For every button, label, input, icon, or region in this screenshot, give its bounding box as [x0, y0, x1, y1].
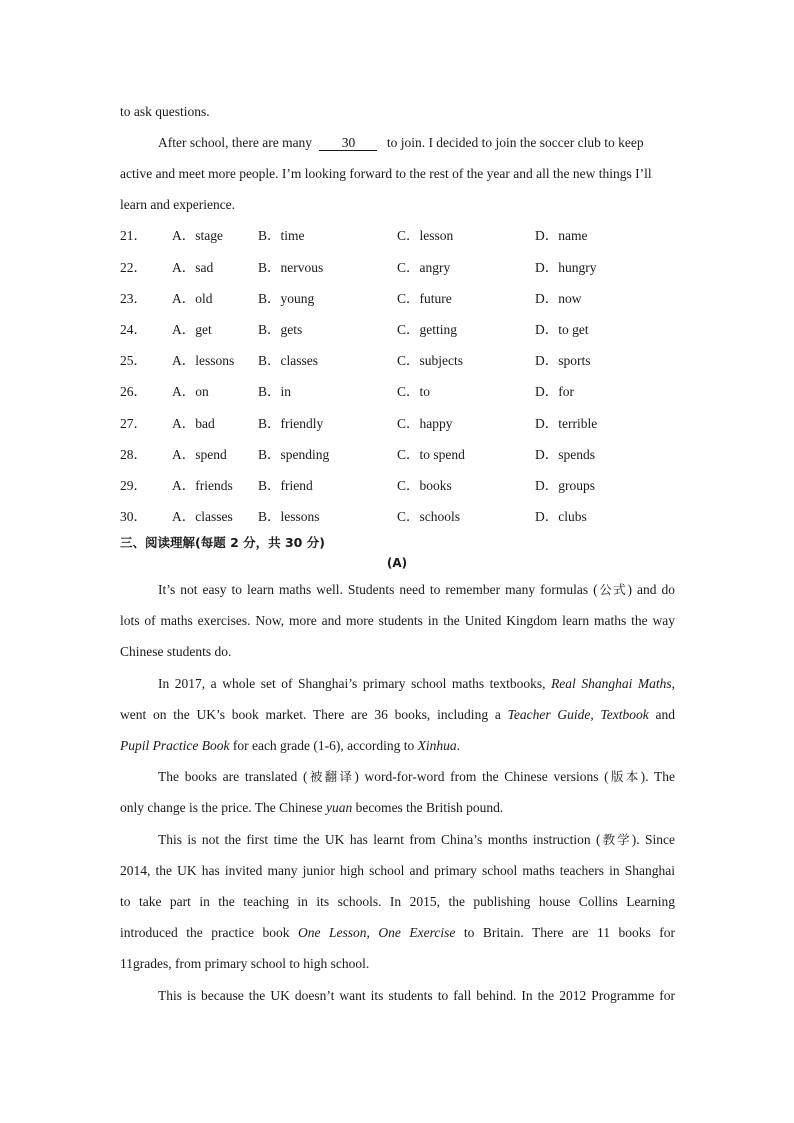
answer-blank: 30 — [319, 135, 377, 151]
question-number: 29． — [120, 478, 147, 493]
passage-line: This is because the UK doesn’t want its students to fall behind. In the 2012 Programme for — [158, 988, 675, 1003]
gloss-text: 被翻译 — [307, 769, 355, 784]
option-c: C．getting — [397, 322, 457, 337]
question-row — [120, 321, 680, 339]
option-c: C．books — [397, 478, 452, 493]
passage-text: ) word-for-word from the Chinese versions ( — [354, 769, 609, 784]
question-number: 28． — [120, 447, 147, 462]
passage-line — [158, 831, 675, 849]
book-title: Teacher Guide — [507, 707, 591, 722]
option-a: A．lessons — [172, 353, 235, 368]
option-a: A．bad — [172, 416, 215, 431]
question-number: 23． — [120, 291, 147, 306]
passage-text: only change is the price. The Chinese — [120, 800, 326, 815]
option-c: C．happy — [397, 416, 453, 431]
passage-line: to take part in the teaching in its schools. In 2015, the publishing house Collins Learning — [120, 894, 675, 909]
question-number: 27． — [120, 416, 147, 431]
option-b: B．gets — [258, 322, 303, 337]
passage-text: went on the UK’s book market. There are 36 books, including a — [120, 707, 508, 722]
passage-line — [120, 799, 675, 817]
question-number: 21． — [120, 228, 147, 243]
passage-text: In 2017, a whole set of Shanghai’s primary school maths textbooks, — [158, 676, 552, 691]
option-a: A．stage — [172, 228, 223, 243]
option-c: C．subjects — [397, 353, 463, 368]
passage-line: 2014, the UK has invited many junior high school and primary school maths teachers in Shanghai — [120, 863, 675, 878]
option-d: D．for — [535, 384, 574, 399]
passage-label: (A) — [386, 556, 408, 570]
option-d: D．terrible — [535, 416, 598, 431]
passage-line — [120, 924, 675, 942]
option-a: A．old — [172, 291, 213, 306]
question-row — [120, 415, 680, 433]
option-a: A．friends — [172, 478, 233, 493]
passage-text: ). The — [640, 769, 675, 784]
option-b: B．classes — [258, 353, 318, 368]
option-d: D．now — [535, 291, 582, 306]
question-number: 22． — [120, 260, 147, 275]
passage-text: introduced the practice book — [120, 925, 298, 940]
option-a: A．sad — [172, 260, 214, 275]
option-b: B．in — [258, 384, 292, 399]
option-b: B．lessons — [258, 509, 320, 524]
passage-line — [158, 675, 675, 693]
passage-line: 11grades, from primary school to high school. — [120, 956, 370, 971]
passage-text: , — [671, 676, 675, 691]
option-a: A．get — [172, 322, 212, 337]
question-row — [120, 383, 680, 401]
book-title: Pupil Practice Book — [120, 738, 230, 753]
option-b: B．friendly — [258, 416, 324, 431]
cloze-text: to join. I decided to join the soccer club to keep — [386, 135, 644, 150]
option-b: B．spending — [258, 447, 330, 462]
cloze-text: After school, there are many — [158, 135, 313, 150]
option-c: C．to — [397, 384, 431, 399]
option-b: B．friend — [258, 478, 313, 493]
question-number: 25． — [120, 353, 147, 368]
passage-line — [158, 768, 675, 786]
question-number: 24． — [120, 322, 147, 337]
passage-line — [120, 737, 675, 755]
passage-line: lots of maths exercises. Now, more and more students in the United Kingdom learn maths the way — [120, 613, 675, 628]
cloze-line: active and meet more people. I’m looking forward to the rest of the year and all the new things I’ll — [120, 166, 652, 181]
question-row — [120, 259, 680, 277]
passage-text: This is not the first time the UK has learnt from China’s months instruction ( — [158, 832, 601, 847]
question-number: 30． — [120, 509, 147, 524]
passage-text: to Britain. There are 11 books for — [455, 925, 675, 940]
option-d: D．groups — [535, 478, 595, 493]
option-d: D．spends — [535, 447, 595, 462]
question-row — [120, 290, 680, 308]
option-d: D．hungry — [535, 260, 597, 275]
passage-text: , — [590, 707, 601, 722]
passage-text: The books are translated ( — [158, 769, 308, 784]
option-d: D．name — [535, 228, 588, 243]
passage-text: and — [648, 707, 676, 722]
passage-line: Chinese students do. — [120, 644, 232, 659]
question-row — [120, 446, 680, 464]
passage-text: ) and do — [627, 582, 675, 597]
passage-line — [158, 581, 675, 599]
option-c: C．future — [397, 291, 452, 306]
cloze-line: to ask questions. — [120, 104, 210, 119]
book-title: One Lesson, One Exercise — [297, 925, 456, 940]
passage-text: ). Since — [631, 832, 675, 847]
question-row — [120, 352, 680, 370]
option-d: D．to get — [535, 322, 589, 337]
option-a: A．classes — [172, 509, 233, 524]
book-title: Textbook — [600, 707, 649, 722]
option-b: B．nervous — [258, 260, 324, 275]
question-row — [120, 508, 680, 526]
option-b: B．time — [258, 228, 305, 243]
book-title: Real Shanghai Maths — [551, 676, 672, 691]
option-c: C．lesson — [397, 228, 454, 243]
question-row — [120, 477, 680, 495]
gloss-text: 教学 — [600, 832, 632, 847]
passage-text: becomes the British pound. — [352, 800, 504, 815]
passage-text: It’s not easy to learn maths well. Students need to remember many formulas ( — [158, 582, 598, 597]
passage-text: for each grade (1-6), according to — [229, 738, 418, 753]
gloss-text: 版本 — [608, 769, 641, 784]
option-d: D．sports — [535, 353, 591, 368]
option-a: A．on — [172, 384, 209, 399]
option-c: C．angry — [397, 260, 451, 275]
cloze-paragraph-start — [158, 134, 675, 152]
option-c: C．to spend — [397, 447, 465, 462]
option-b: B．young — [258, 291, 315, 306]
passage-line — [120, 706, 675, 724]
cloze-line: learn and experience. — [120, 197, 236, 212]
gloss-text: 公式 — [597, 582, 628, 597]
option-a: A．spend — [172, 447, 227, 462]
option-c: C．schools — [397, 509, 461, 524]
source-name: Xinhua — [417, 738, 457, 753]
option-d: D．clubs — [535, 509, 587, 524]
currency-word: yuan — [325, 800, 353, 815]
section-heading: 三、阅读理解(每题 2 分，共 30 分) — [120, 535, 325, 550]
question-number: 26． — [120, 384, 147, 399]
question-row — [120, 227, 680, 245]
passage-text: . — [456, 738, 460, 753]
